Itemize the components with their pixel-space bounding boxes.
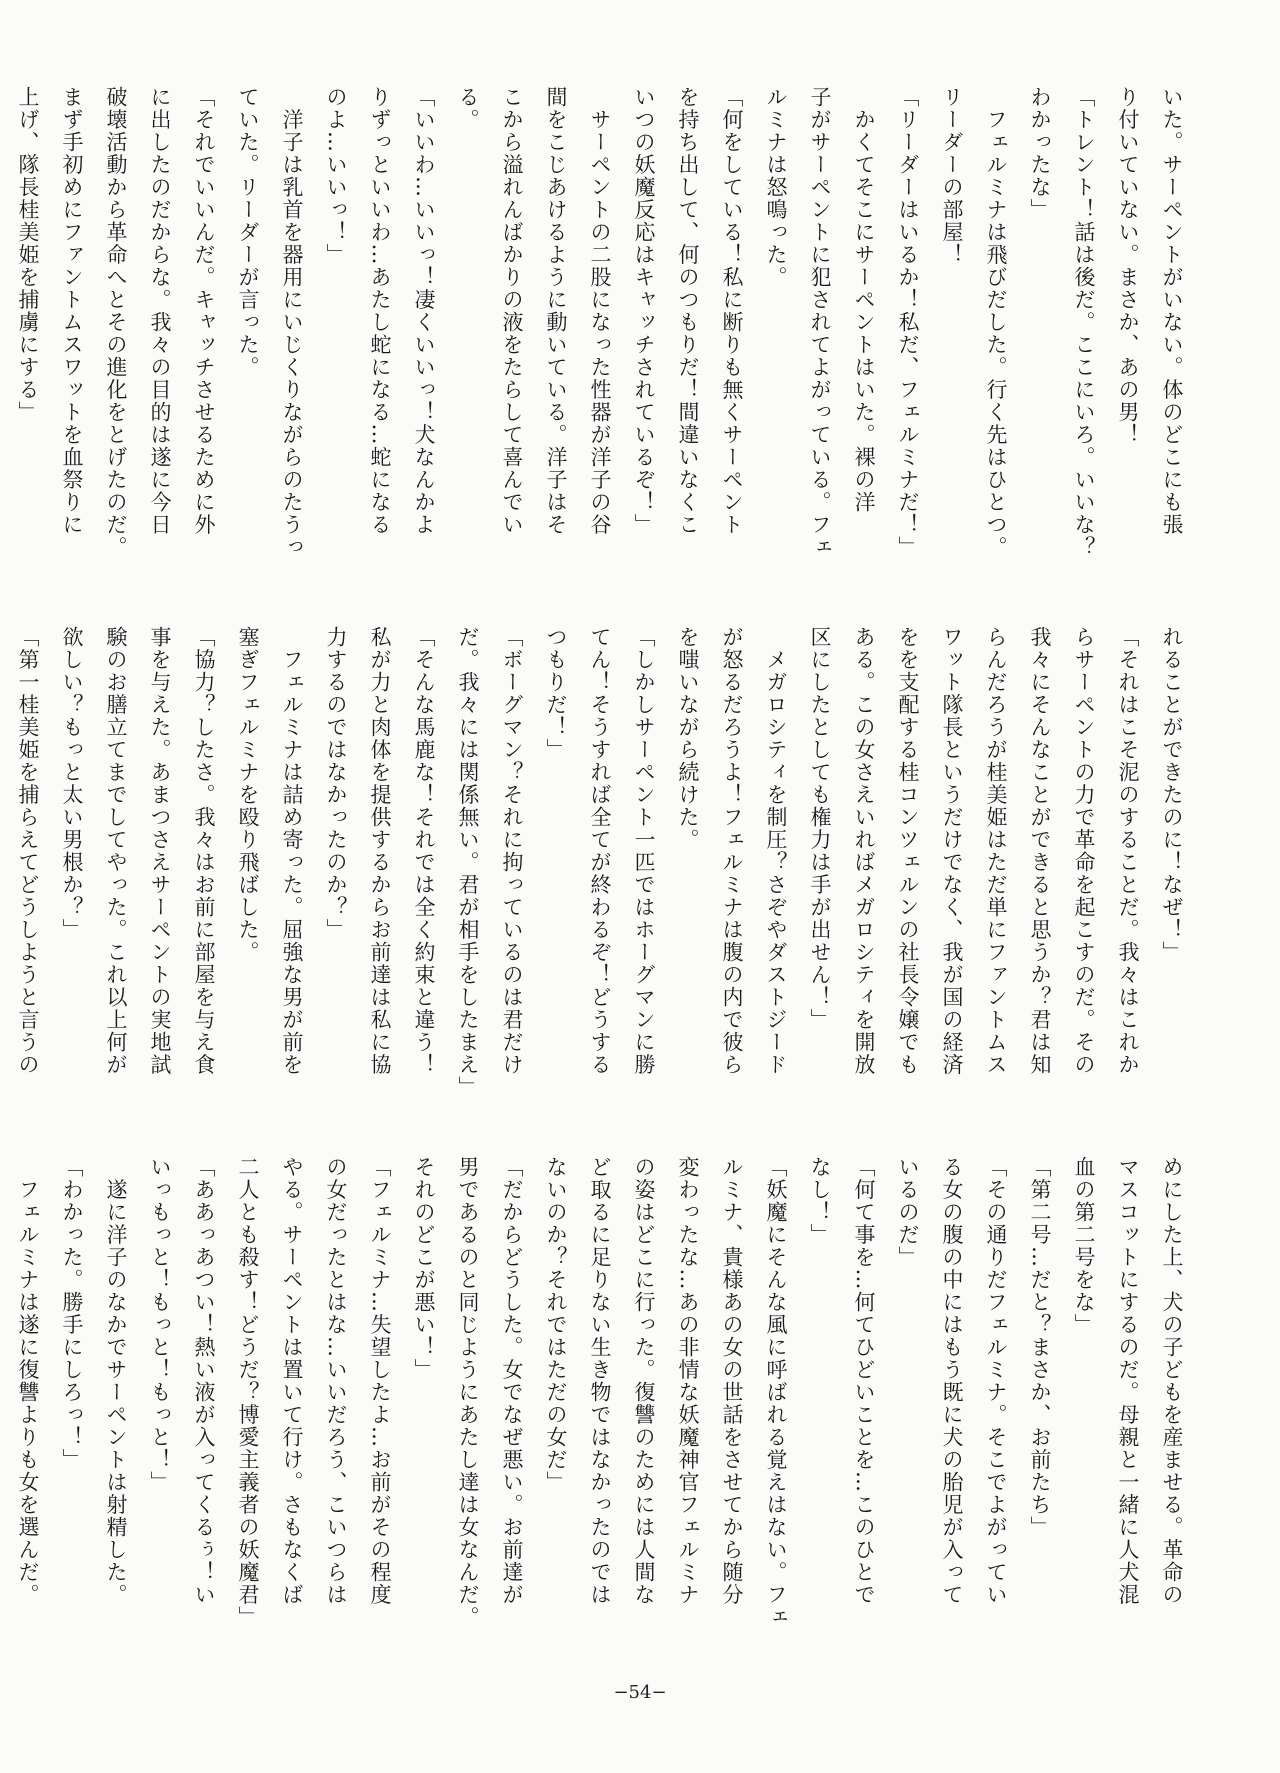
text-column: ワット隊長というだけでなく、我が国の経済 <box>940 626 964 1076</box>
text-column: り付いていない。まさか、あの男！ <box>1116 86 1140 446</box>
text-column: を嗤いながら続けた。 <box>676 626 700 851</box>
text-column: 「フェルミナ…失望したよ…お前がその程度 <box>368 1156 392 1606</box>
text-column: をを支配する桂コンツェルンの社長令嬢でも <box>896 626 920 1076</box>
text-column: 「第一桂美姫を捕らえてどうしようと言うの <box>16 626 40 1076</box>
text-column: リーダーの部屋！ <box>940 86 964 266</box>
text-column: まず手初めにファントムスワットを血祭りに <box>60 86 84 536</box>
text-column: かくてそこにサーペントはいた。裸の洋 <box>852 86 876 514</box>
text-column: 「いいわ…いいっ！凄くいいっ！犬なんかよ <box>412 86 436 536</box>
text-column: 遂に洋子のなかでサーペントは射精した。 <box>104 1156 128 1606</box>
text-column: 私が力と肉体を提供するからお前達は私に協 <box>368 626 392 1076</box>
text-column: フェルミナは飛びだした。行く先はひとつ。 <box>984 86 1008 559</box>
text-column <box>0 86 6 594</box>
text-column: 「だからどうした。女でなぜ悪い。お前達が <box>500 1156 524 1606</box>
text-column: ある。この女さえいればメガロシティを開放 <box>852 626 876 1076</box>
text-column: フェルミナは詰め寄った。屈強な男が前を <box>280 626 304 1076</box>
text-column: 「それはこそ泥のすることだ。我々はこれか <box>1116 626 1140 1076</box>
text-column: れることができたのに！なぜ！」 <box>1160 626 1184 964</box>
text-column: の姿はどこに行った。復讐のためには人間な <box>632 1156 656 1606</box>
text-column: サーペントの二股になった性器が洋子の谷 <box>588 86 612 536</box>
text-column: やる。サーペントは置いて行け。さもなくば <box>280 1156 304 1606</box>
text-column: てん！そうすれば全てが終わるぞ！どうする <box>588 626 612 1076</box>
text-column: 区にしたとしても権力は手が出せん！」 <box>808 626 832 1031</box>
text-column: 間をこじあけるように動いている。洋子はそ <box>544 86 568 536</box>
text-column: ど取るに足りない生き物ではなかったのでは <box>588 1156 612 1606</box>
text-column: 上げ、隊長桂美姫を捕虜にする」 <box>16 86 40 424</box>
text-column: 「それでいいんだ。キャッチさせるために外 <box>192 86 216 536</box>
text-column: いっもっと！もっと！もっと！」 <box>148 1156 172 1494</box>
text-column: つもりだ！」 <box>544 626 568 761</box>
text-column: る。 <box>456 86 480 131</box>
text-column: 男であるのと同じようにあたし達は女なんだ。 <box>456 1156 480 1629</box>
text-column: が怒るだろうよ！フェルミナは腹の内で彼ら <box>720 626 744 1076</box>
text-column: 我々にそんなことができると思うか？君は知 <box>1028 626 1052 1076</box>
text-column: る女の腹の中にはもう既に犬の胎児が入って <box>940 1156 964 1606</box>
text-column: ないのか？それではただの女だ」 <box>544 1156 568 1494</box>
text-column: のよ…いいっ！」 <box>324 86 348 266</box>
text-column: 「何をしている！私に断りも無くサーペント <box>720 86 744 536</box>
text-column: を持ち出して、何のつもりだ！間違いなくこ <box>676 86 700 536</box>
text-column: 験のお膳立てまでしてやった。これ以上何が <box>104 626 128 1076</box>
text-column: ルミナは怒鳴った。 <box>764 86 788 289</box>
text-column: こから溢れんばかりの液をたらして喜んでい <box>500 86 524 536</box>
text-column: 血の第二号をな」 <box>1072 1156 1096 1336</box>
text-column: いた。サーペントがいない。体のどこにも張 <box>1160 86 1184 536</box>
text-column: 二人とも殺す！どうだ？博愛主義者の妖魔君」 <box>236 1156 260 1629</box>
text-column: 塞ぎフェルミナを殴り飛ばした。 <box>236 626 260 964</box>
text-column: わかったな」 <box>1028 86 1052 221</box>
text-band-top <box>16 86 1194 594</box>
text-column: フェルミナは遂に復讐よりも女を選んだ。 <box>16 1156 40 1606</box>
text-column <box>0 1156 6 1632</box>
text-column: 「その通りだフェルミナ。そこでよがってい <box>984 1156 1008 1606</box>
text-band-middle <box>16 626 1194 1126</box>
text-column: 「何て事を…何てひどいことを…このひとで <box>852 1156 876 1606</box>
text-column: いるのだ」 <box>896 1156 920 1269</box>
text-column: マスコットにするのだ。母親と一緒に人犬混 <box>1116 1156 1140 1606</box>
text-column: 「リーダーはいるか！私だ、フェルミナだ！」 <box>896 86 920 559</box>
text-column: 子がサーペントに犯されてよがっている。フェ <box>808 86 832 559</box>
text-column: りずっといいわ…あたし蛇になる…蛇になる <box>368 86 392 536</box>
text-column <box>0 626 6 1126</box>
text-column: 「ああっあつい！熱い液が入ってくるぅ！い <box>192 1156 216 1606</box>
text-column: らサーペントの力で革命を起こすのだ。その <box>1072 626 1096 1076</box>
text-column: 欲しい？もっと太い男根か？」 <box>60 626 84 941</box>
text-column: いつの妖魔反応はキャッチされているぞ！」 <box>632 86 656 536</box>
text-column: 「協力？したさ。我々はお前に部屋を与え食 <box>192 626 216 1076</box>
text-column: めにした上、犬の子どもを産ませる。革命の <box>1160 1156 1184 1606</box>
text-column: に出したのだからな。我々の目的は遂に今日 <box>148 86 172 536</box>
text-column: なし！」 <box>808 1156 832 1246</box>
text-column: 破壊活動から革命へとその進化をとげたのだ。 <box>104 86 128 559</box>
text-column: だ。我々には関係無い。君が相手をしたまえ」 <box>456 626 480 1099</box>
text-column: 「妖魔にそんな風に呼ばれる覚えはない。フェ <box>764 1156 788 1629</box>
text-column: 力するのではなかったのか？」 <box>324 626 348 941</box>
page-number: −54− <box>613 1682 667 1703</box>
text-column: メガロシティを制圧？さぞやダストジード <box>764 626 788 1076</box>
text-column: 洋子は乳首を器用にいじくりながらのたうっ <box>280 86 304 559</box>
text-column: ルミナ、貴様あの女の世話をさせてから随分 <box>720 1156 744 1606</box>
text-column: 「ボーグマン？それに拘っているのは君だけ <box>500 626 524 1076</box>
text-column: それのどこが悪い！」 <box>412 1156 436 1381</box>
text-column: 「トレント！話は後だ。ここにいろ。いいな？ <box>1072 86 1096 559</box>
text-band-bottom <box>16 1156 1194 1632</box>
text-column: 「そんな馬鹿な！それでは全く約束と違う！ <box>412 626 436 1076</box>
text-column: ていた。リーダーが言った。 <box>236 86 260 379</box>
text-column: の女だったとはな…いいだろう、こいつらは <box>324 1156 348 1606</box>
text-column: 変わったな…あの非情な妖魔神官フェルミナ <box>676 1156 700 1606</box>
text-column: 「わかった。勝手にしろっ！」 <box>60 1156 84 1471</box>
text-column: 「しかしサーペント一匹ではホーグマンに勝 <box>632 626 656 1076</box>
text-column: 「第二号…だと？まさか、お前たち」 <box>1028 1156 1052 1539</box>
text-column: らんだろうが桂美姫はただ単にファントムス <box>984 626 1008 1076</box>
text-column: 事を与えた。あまつさえサーペントの実地試 <box>148 626 172 1076</box>
